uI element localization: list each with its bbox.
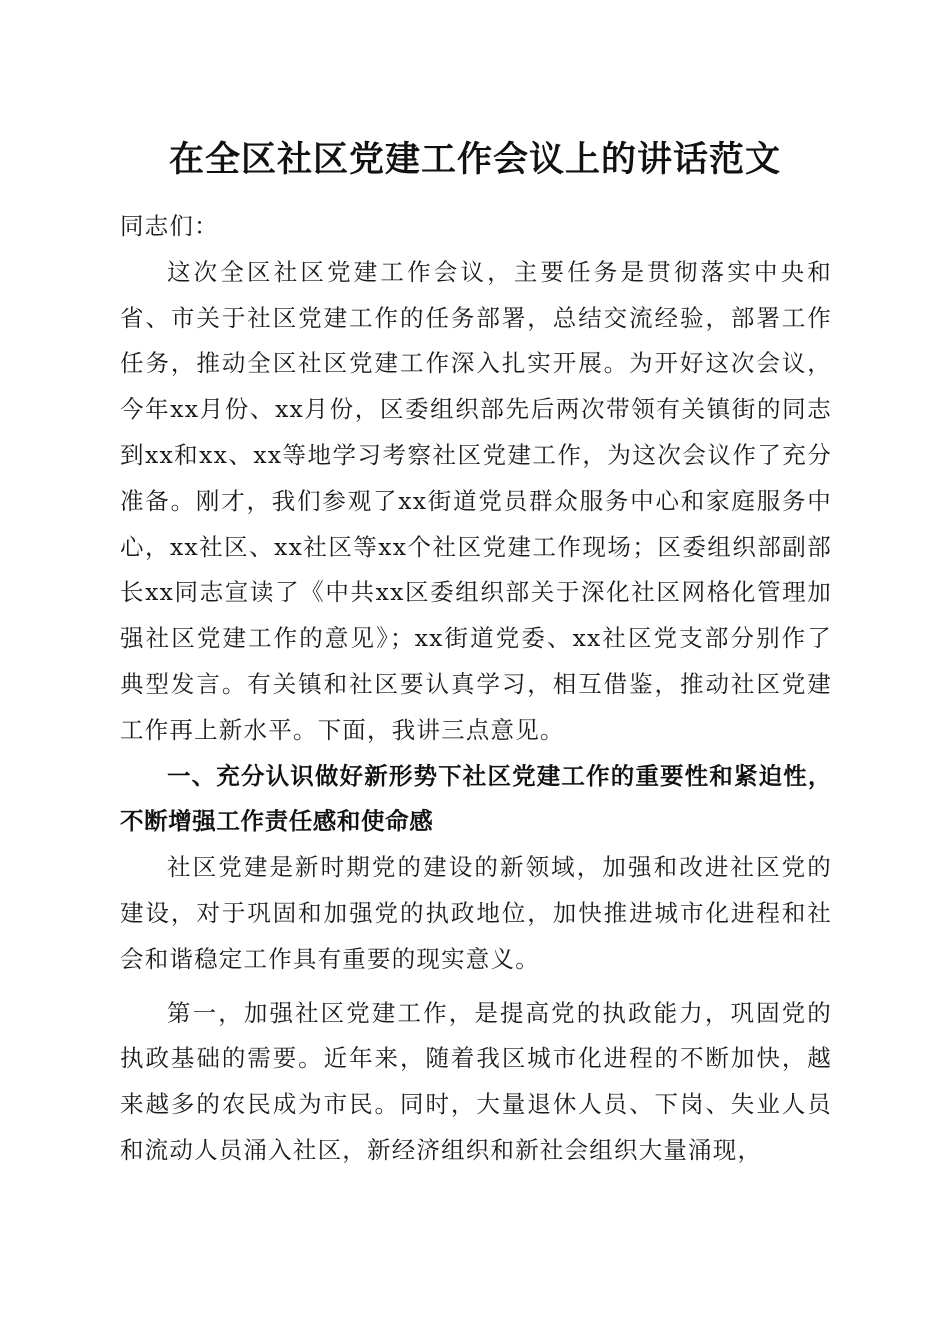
document-title: 在全区社区党建工作会议上的讲话范文 [168,139,781,180]
section-heading-1: 一、充分认识做好新形势下社区党建工作的重要性和紧迫性，不断增强工作责任感和使命感 [120,761,832,836]
intro-paragraph: 这次全区社区党建工作会议，主要任务是贯彻落实中央和省、市关于社区党建工作的任务部署，总结交流经验，部署工作任务，推动全区社区党建工作深入扎实开展。为开好这次会议，今年xx月份、xx月份，区委组织部先后两次带领有关镇街的同志到xx和xx、xx等地学习考察社区党建工作，为这次会议作了充分准备。刚才，我们参观了xx街道党员群众服务中心和家庭服务中心，xx社区、xx社区等xx个社区党建工作现场；区委组织部副部长xx同志宣读了《中共xx区委组织部关于深化社区网格化管理加强社区党建工作的意见》；xx街道党委、xx社区党支部分别作了典型发言。有关镇和社区要认真学习，相互借鉴，推动社区党建工作再上新水平。下面，我讲三点意见。 [120,257,832,744]
section1-paragraph: 第一，加强社区党建工作，是提高党的执政能力，巩固党的执政基础的需要。近年来，随着我区城市化进程的不断加快，越来越多的农民成为市民。同时，大量退休人员、下岗、失业人员和流动人员涌入社区，新经济组织和新社会组织大量涌现， [120,998,832,1164]
salutation: 同志们： [120,212,219,240]
document-body [120,204,832,1174]
section1-paragraph: 社区党建是新时期党的建设的新领域，加强和改进社区党的建设，对于巩固和加强党的执政地位，加快推进城市化进程和社会和谐稳定工作具有重要的现实意义。 [120,853,832,973]
